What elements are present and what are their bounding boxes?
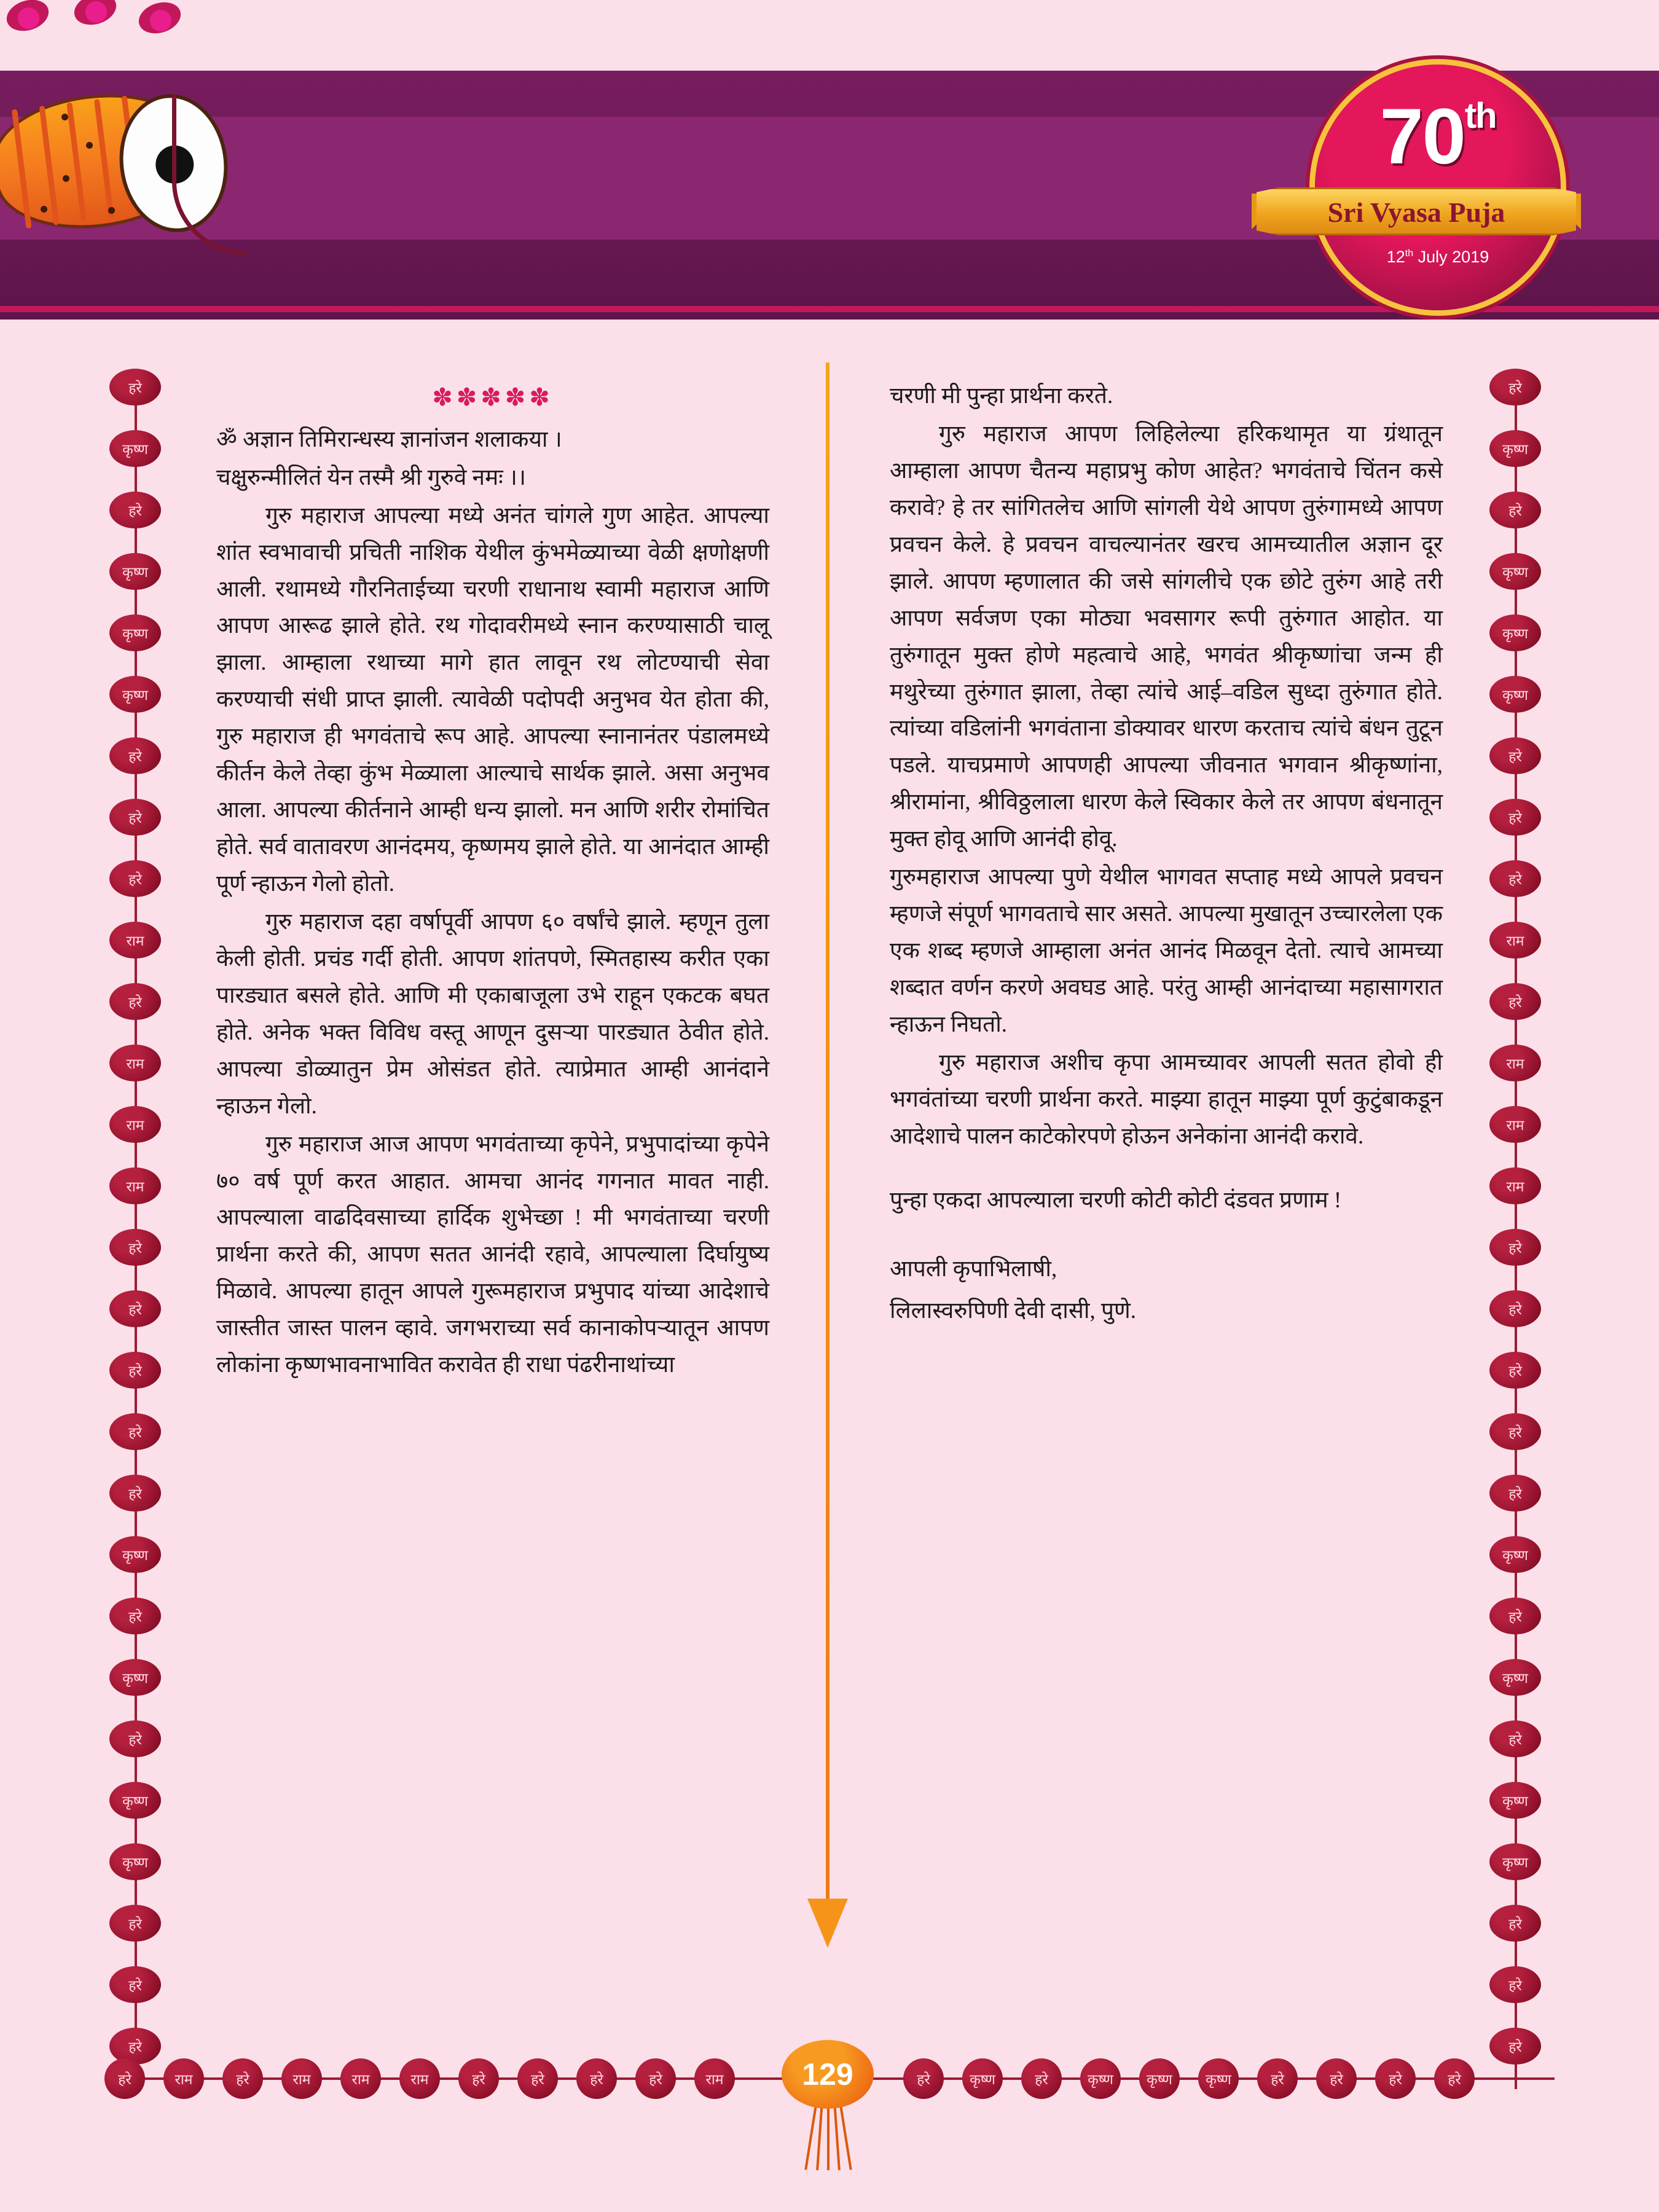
page-number: 129 [782, 2040, 874, 2109]
bead: हरे [635, 2058, 676, 2099]
divider-arrow-icon [807, 1899, 848, 1948]
bead: कृष्ण [1489, 1843, 1541, 1880]
bead: हरे [1489, 983, 1541, 1020]
bead: हरे [1489, 1413, 1541, 1450]
bead: हरे [109, 1352, 161, 1389]
emblem-date [1315, 248, 1561, 267]
invocation-line-2: चक्षुरुन्मीलितं येन तस्मै श्री गुरुवे नमः ।। [216, 465, 526, 490]
bead: राम [694, 2058, 735, 2099]
bead: राम [109, 1045, 161, 1081]
bead: कृष्ण [1489, 676, 1541, 713]
paragraph: गुरु महाराज आज आपण भगवंताच्या कृपेने, प्रभुपादांच्या कृपेने ७० वर्ष पूर्ण करत आहात. आमचा आनंद गगनात मावत नाही. आपल्याला वाढदिवसाच्या हार्दिक शुभेच्छा ! मी भगवंताच्या चरणी प्रार्थना करते की, आपण सतत आनंदी रहावे, आपल्याला दिर्घायुष्य मिळावे. आपल्या हातून आपले गुरूमहाराज प्रभुपाद यांच्या आदेशाचे जास्तीत जास्त पालन व्हावे. जगभराच्या सर्व कानाकोपऱ्यातून आपण लोकांना कृष्णभावनाभावित करावेत ही राधा पंढरीनाथांच्या [216, 1131, 769, 1378]
emblem-number [1315, 92, 1561, 182]
bead: हरे [104, 2058, 145, 2099]
bead: कृष्ण [109, 614, 161, 651]
bead: हरे [109, 737, 161, 774]
bead: राम [109, 1106, 161, 1143]
bead: कृष्ण [1489, 1659, 1541, 1696]
bead: कृष्ण [1489, 553, 1541, 590]
bead: हरे [109, 492, 161, 528]
bead: हरे [517, 2058, 558, 2099]
bead: हरे [1489, 1966, 1541, 2003]
paragraph: गुरु महाराज दहा वर्षापूर्वी आपण ६० वर्षांचे झाले. म्हणून तुला केली होती. प्रचंड गर्दी होती. आपण शांतपणे, स्मितहास्य करीत एका पारड्यात बसले होते. आणि मी एकाबाजूला उभे राहून एकटक बघत होते. अनेक भक्त विविध वस्तू आणून दुसऱ्या पारड्यात ठेवीत होते. आपल्या डोळ्यातुन प्रेम ओसंडत होते. त्याप्रेमात आम्ही आनंदाने न्हाऊन गेलो. [216, 909, 769, 1119]
bead: राम [399, 2058, 440, 2099]
bead: राम [340, 2058, 381, 2099]
bead: कृष्ण [109, 553, 161, 590]
bead: हरे [1257, 2058, 1298, 2099]
bead: राम [109, 1167, 161, 1204]
bead: हरे [458, 2058, 499, 2099]
article-column-right [890, 378, 1443, 1331]
bead: राम [163, 2058, 204, 2099]
bead: कृष्ण [109, 1782, 161, 1819]
bead: हरे [109, 860, 161, 897]
bead: कृष्ण [1080, 2058, 1121, 2099]
bead: कृष्ण [962, 2058, 1003, 2099]
emblem-number-value: 70 [1379, 93, 1465, 181]
ornament: ✽✽✽✽✽ [432, 383, 554, 411]
bead: कृष्ण [1489, 1782, 1541, 1819]
bead: हरे [109, 799, 161, 836]
vyasa-puja-emblem [1257, 65, 1576, 323]
bead: हरे [109, 983, 161, 1020]
bead: हरे [576, 2058, 617, 2099]
bead: राम [281, 2058, 322, 2099]
bead: हरे [109, 1598, 161, 1634]
emblem-date-sup: th [1405, 248, 1414, 259]
bead: हरे [222, 2058, 263, 2099]
bead: हरे [1489, 1229, 1541, 1266]
bead: हरे [1316, 2058, 1357, 2099]
bead: हरे [903, 2058, 944, 2099]
bead: हरे [109, 1905, 161, 1942]
bead: कृष्ण [1489, 1536, 1541, 1573]
spacer [890, 1156, 1443, 1182]
closing-line: पुन्हा एकदा आपल्याला चरणी कोटी कोटी दंडवत प्रणाम ! [890, 1187, 1342, 1213]
bead: कृष्ण [109, 1843, 161, 1880]
bead: कृष्ण [109, 430, 161, 467]
bead: कृष्ण [109, 1536, 161, 1573]
column-divider [823, 363, 832, 1972]
bead: हरे [1489, 1475, 1541, 1512]
bead: हरे [1489, 369, 1541, 406]
bead: कृष्ण [1198, 2058, 1239, 2099]
emblem-date-day: 12 [1386, 248, 1405, 266]
bead: हरे [1489, 1352, 1541, 1389]
bead: हरे [1489, 1720, 1541, 1757]
bead: हरे [109, 1413, 161, 1450]
bead-rail-right [1489, 369, 1542, 2089]
bead: हरे [1489, 799, 1541, 836]
bead: हरे [109, 2028, 161, 2065]
signature-line-2: लिलास्वरुपिणी देवी दासी, पुणे. [890, 1298, 1137, 1324]
bead: राम [1489, 1106, 1541, 1143]
bead: हरे [109, 1290, 161, 1327]
emblem-number-ordinal: th [1464, 96, 1496, 136]
bead: कृष्ण [109, 676, 161, 713]
emblem-date-rest: July 2019 [1413, 248, 1489, 266]
bead: हरे [109, 1229, 161, 1266]
emblem-title: Sri Vyasa Puja [1327, 197, 1505, 228]
bead: हरे [109, 1720, 161, 1757]
tassel-decoration [805, 2101, 852, 2175]
paragraph: गुरु महाराज आपण लिहिलेल्या हरिकथामृत या ग्रंथातून आम्हाला आपण चैतन्य महाप्रभु कोण आहेत? भगवंताचे चिंतन कसे करावे? हे तर सांगितलेच आणि सांगली येथे आपण तुरुंगामध्ये आपण प्रवचन केले. हे प्रवचन वाचल्यानंतर खरच आमच्यातील अज्ञान दूर झाले. आपण म्हणालात की जसे सांगलीचे एक छोटे तुरुंग आहे तरी आपण सर्वजण एका मोठ्या भवसागर रूपी तुरुंगात आहोत. या तुरुंगातून मुक्त होणे महत्वाचे आहे, भगवंत श्रीकृष्णांचा जन्म ही मथुरेच्या तुरुंगात झाला, तेव्हा त्यांचे आई–वडिल सुध्दा तुरुंगात होते. त्यांच्या वडिलांनी भगवंताना डोक्यावर धारण करताच त्यांचे बंधन तुटून पडले. याचप्रमाणे आपणही आपल्या जीवनात भगवान श्रीकृष्णांना, श्रीरामांना, श्रीविठ्ठलाला धारण केले स्विकार केले तर आपण बंधनातून मुक्त होवू आणि आनंदी होवू. [890, 421, 1443, 852]
bead: राम [109, 922, 161, 959]
paragraph: गुरु महाराज अशीच कृपा आमच्यावर आपली सतत होवो ही भगवंतांच्या चरणी प्रार्थना करते. माझ्या हातून माझ्या पूर्ण कुटुंबाकडून आदेशाचे पालन काटेकोरपणे होऊन अनेकांना आनंदी करावे. [890, 1049, 1443, 1149]
mridanga-drum-illustration [0, 22, 258, 255]
bead: हरे [109, 369, 161, 406]
bead: हरे [109, 1475, 161, 1512]
bead: राम [1489, 1167, 1541, 1204]
divider-line [826, 363, 830, 1899]
bead-rail-left [109, 369, 162, 2089]
bead: कृष्ण [109, 1659, 161, 1696]
bead: हरे [1489, 1598, 1541, 1634]
bead: हरे [1489, 2028, 1541, 2065]
bead: हरे [1434, 2058, 1475, 2099]
bead: हरे [1375, 2058, 1416, 2099]
bead: हरे [1489, 492, 1541, 528]
bead: हरे [1489, 1905, 1541, 1942]
bead: हरे [1489, 737, 1541, 774]
article-column-left [216, 378, 769, 1385]
paragraph: गुरुमहाराज आपल्या पुणे येथील भागवत सप्ताह मध्ये आपले प्रवचन म्हणजे संपूर्ण भागवताचे सार असते. आपल्या मुखातून उच्चारलेला एक एक शब्द म्हणजे आम्हाला अनंत आनंद मिळवून देतो. त्याचे आमच्या शब्दात वर्णन करणे अवघड आहे. परंतु आम्ही आनंदाच्या महासागरात न्हाऊन निघतो. [890, 865, 1443, 1037]
bead: हरे [1021, 2058, 1062, 2099]
bead: राम [1489, 922, 1541, 959]
bead: राम [1489, 1045, 1541, 1081]
bead: कृष्ण [1489, 614, 1541, 651]
bead: हरे [1489, 860, 1541, 897]
invocation-line-1: ॐ अज्ञान तिमिरान्धस्य ज्ञानांजन शलाकया । [216, 426, 562, 452]
bead: हरे [109, 1966, 161, 2003]
signature-line-1: आपली कृपाभिलाषी, [890, 1256, 1057, 1282]
paragraph: चरणी मी पुन्हा प्रार्थना करते. [890, 383, 1113, 409]
paragraph: गुरु महाराज आपल्या मध्ये अनंत चांगले गुण आहेत. आपल्या शांत स्वभावाची प्रचिती नाशिक येथील कुंभमेळ्याच्या वेळी क्षणोक्षणी आली. रथामध्ये गौरनिताईच्या चरणी राधानाथ स्वामी महाराज आणि आपण आरूढ झाले होते. रथ गोदावरीमध्ये स्नान करण्यासाठी चालू झाला. आम्हाला रथाच्या मागे हात लावून रथ लोटण्याची सेवा करण्याची संधी प्राप्त झाली. त्यावेळी पदोपदी अनुभव येत होता की, गुरु महाराज ही भगवंताचे रूप आहे. आपल्या स्नानानंतर पंडालमध्ये कीर्तन केले तेव्हा कुंभ मेळ्याला आल्याचे सार्थक झाले. असा अनुभव आला. आपल्या कीर्तनाने आम्ही धन्य झालो. मन आणि शरीर रोमांचित होते. सर्व वातावरण आनंदमय, कृष्णमय झाले होते. या आनंदात आम्ही पूर्ण न्हाऊन गेलो होतो. [216, 503, 769, 897]
bead: कृष्ण [1489, 430, 1541, 467]
bead: कृष्ण [1139, 2058, 1180, 2099]
bead: हरे [1489, 1290, 1541, 1327]
spacer [890, 1220, 1443, 1246]
